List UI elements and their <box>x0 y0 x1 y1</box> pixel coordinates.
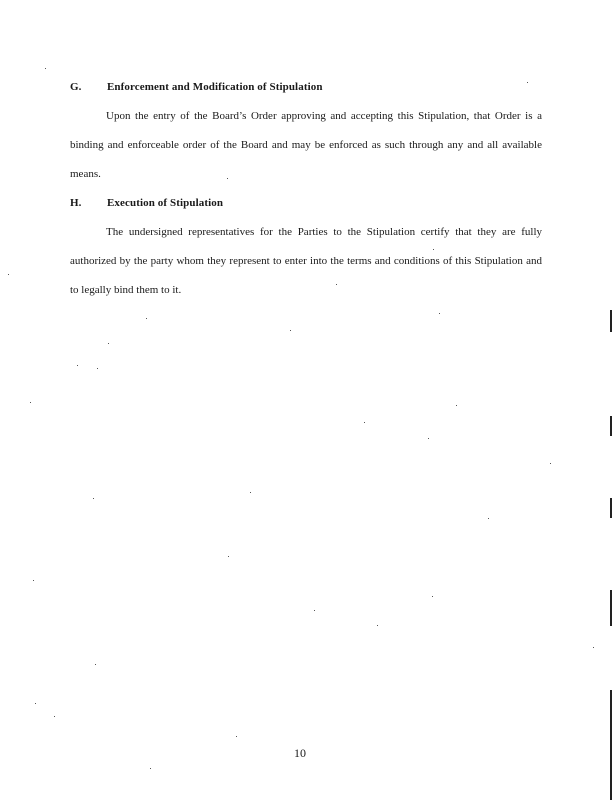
scan-speck <box>439 313 440 314</box>
section-h-heading <box>70 197 223 209</box>
scan-speck <box>377 625 378 626</box>
scan-speck <box>227 178 228 179</box>
scan-edge-mark <box>610 590 612 626</box>
scan-speck <box>314 610 315 611</box>
scan-speck <box>45 68 46 69</box>
scan-speck <box>593 647 594 648</box>
scan-speck <box>250 492 251 493</box>
section-g-number: G. <box>70 81 82 93</box>
scan-speck <box>146 318 147 319</box>
section-g-heading <box>70 81 323 93</box>
scan-edge-mark <box>610 310 612 332</box>
scan-speck <box>30 402 31 403</box>
section-g-title: Enforcement and Modification of Stipulation <box>107 81 323 93</box>
scan-speck <box>488 518 489 519</box>
scan-speck <box>336 284 337 285</box>
section-g-paragraph: Upon the entry of the Board’s Order approving and accepting this Stipulation, that Order is a binding and enforceable order of the Board and may be enforced as such through any and all available means. <box>70 110 542 180</box>
scan-speck <box>93 498 94 499</box>
scan-speck <box>97 368 98 369</box>
scan-speck <box>236 736 237 737</box>
section-h-paragraph: The undersigned representatives for the Parties to the Stipulation certify that they are fully authorized by the party whom they represent to enter into the terms and conditions of this Stipulation and to legally bind them to it. <box>70 226 542 296</box>
scan-speck <box>432 596 433 597</box>
scan-speck <box>108 343 109 344</box>
scan-edge-mark <box>610 416 612 436</box>
scan-speck <box>77 365 78 366</box>
scan-speck <box>228 556 229 557</box>
scan-edge-mark <box>610 498 612 518</box>
page-number: 10 <box>294 746 306 760</box>
section-h-title: Execution of Stipulation <box>107 197 224 209</box>
scan-edge-mark <box>610 690 612 800</box>
scan-speck <box>33 580 34 581</box>
scan-speck <box>54 716 55 717</box>
scan-speck <box>290 330 291 331</box>
scan-speck <box>456 405 457 406</box>
scan-speck <box>550 463 551 464</box>
scan-speck <box>433 249 434 250</box>
scan-speck <box>428 438 429 439</box>
scan-speck <box>364 422 365 423</box>
section-h-number: H. <box>70 197 82 209</box>
scan-speck <box>95 664 96 665</box>
scan-speck <box>8 274 9 275</box>
scan-speck <box>527 82 528 83</box>
scan-speck <box>35 703 36 704</box>
scan-speck <box>150 768 151 769</box>
